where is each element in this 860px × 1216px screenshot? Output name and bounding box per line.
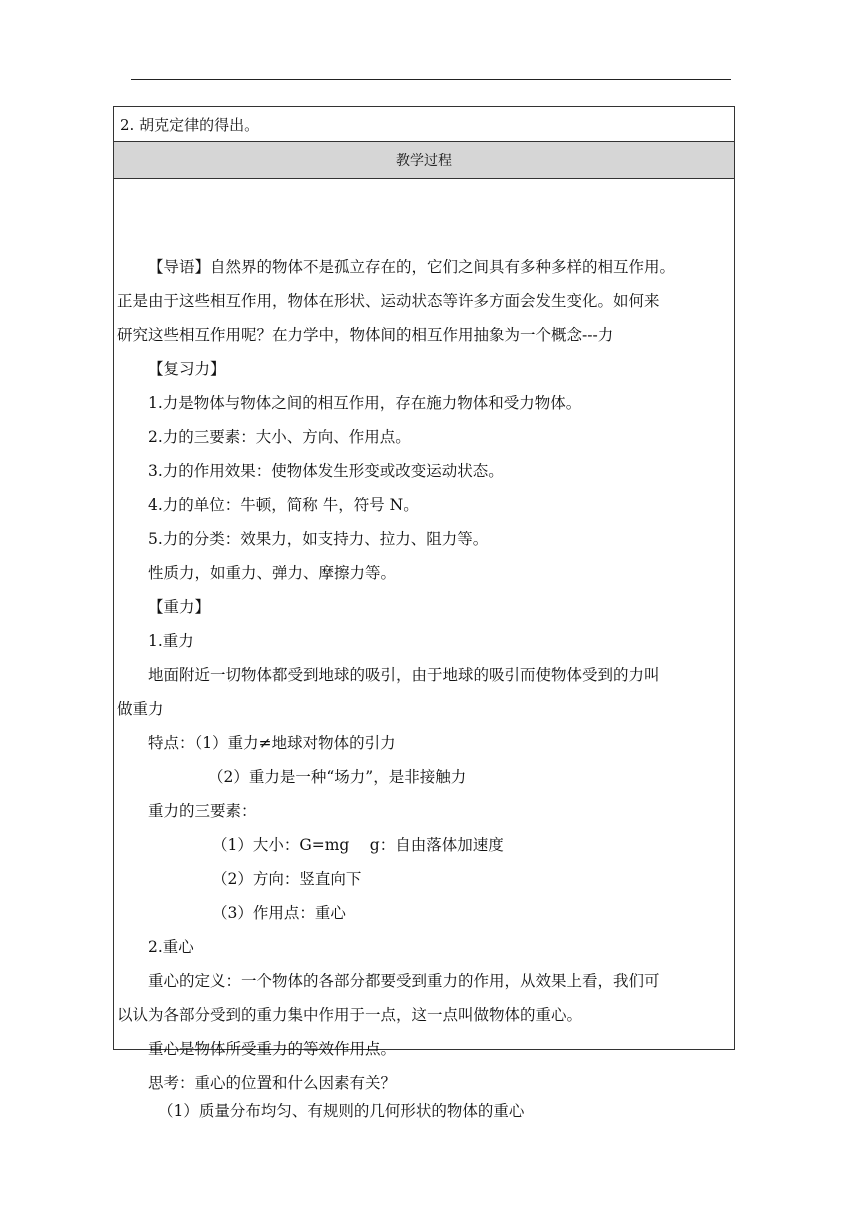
paragraph-line: 重力的三要素：	[148, 802, 257, 820]
paragraph-line: 重心的定义：一个物体的各部分都要受到重力的作用，从效果上看，我们可	[148, 972, 660, 990]
section-heading: 【复习力】	[148, 360, 226, 378]
paragraph-line: 重心是物体所受重力的等效作用点。	[148, 1040, 397, 1058]
paragraph-line: 思考：重心的位置和什么因素有关？	[148, 1074, 397, 1092]
objective-text: 2. 胡克定律的得出。	[120, 115, 260, 134]
subheading: 1.重力	[148, 632, 194, 650]
list-item: 5.力的分类：效果力，如支持力、拉力、阻力等。	[148, 530, 489, 548]
paragraph-line: 正是由于这些相互作用，物体在形状、运动状态等许多方面会发生变化。如何来	[117, 292, 660, 310]
list-item: （1）大小：G=mg g：自由落体加速度	[212, 836, 504, 854]
section-header	[114, 142, 734, 179]
paragraph-line: 以认为各部分受到的重力集中作用于一点，这一点叫做物体的重心。	[117, 1006, 583, 1024]
paragraph-line: 做重力	[117, 700, 164, 718]
section-header-label: 教学过程	[396, 153, 452, 169]
list-item: 3.力的作用效果：使物体发生形变或改变运动状态。	[148, 462, 504, 480]
list-item: 2.力的三要素：大小、方向、作用点。	[148, 428, 411, 446]
list-item: 性质力，如重力、弹力、摩擦力等。	[148, 564, 397, 582]
list-item: 特点：（1）重力≠地球对物体的引力	[148, 734, 396, 752]
section-heading: 【重力】	[148, 598, 211, 616]
header-rule	[131, 79, 731, 80]
objective-row	[114, 107, 734, 142]
lesson-table	[113, 106, 735, 1120]
list-item: （2）方向：竖直向下	[212, 870, 362, 888]
subheading: 2.重心	[148, 938, 194, 956]
list-item: （3）作用点：重心	[212, 904, 346, 922]
paragraph-line: 研究这些相互作用呢？在力学中，物体间的相互作用抽象为一个概念---力	[117, 326, 614, 344]
list-item: （1）质量分布均匀、有规则的几何形状的物体的重心	[158, 1102, 525, 1120]
list-item: （2）重力是一种“场力”，是非接触力	[208, 768, 467, 786]
paragraph-line: 地面附近一切物体都受到地球的吸引，由于地球的吸引而使物体受到的力叫	[148, 666, 660, 684]
list-item: 4.力的单位：牛顿，简称 牛，符号 N。	[148, 496, 419, 514]
list-item: 1.力是物体与物体之间的相互作用，存在施力物体和受力物体。	[148, 394, 582, 412]
paragraph-line: 【导语】自然界的物体不是孤立存在的，它们之间具有多种多样的相互作用。	[148, 258, 676, 276]
